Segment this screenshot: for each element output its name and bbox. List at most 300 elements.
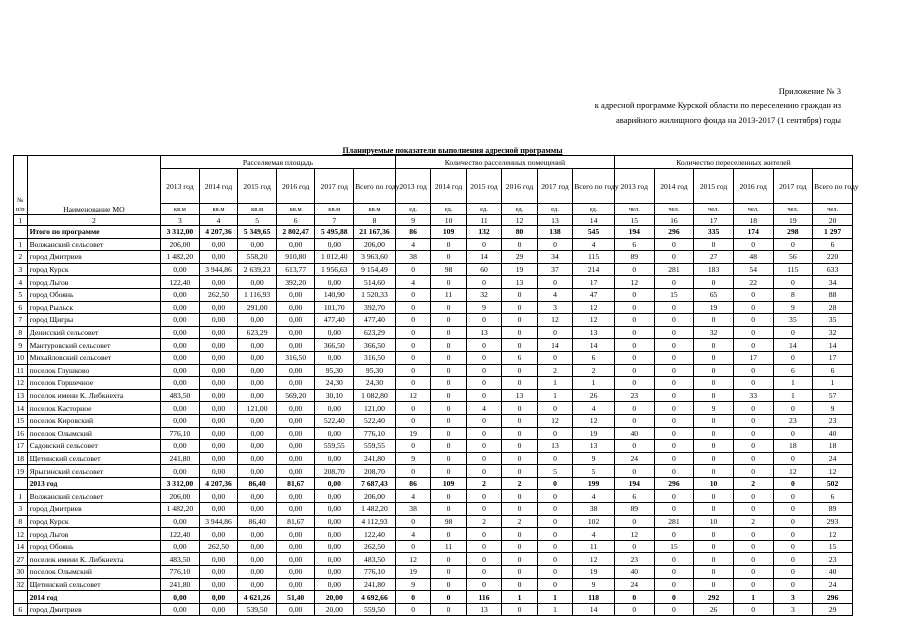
value-cell: 2 xyxy=(537,364,572,377)
value-cell: 0 xyxy=(654,314,694,327)
value-cell: 0 xyxy=(654,301,694,314)
value-cell: 38 xyxy=(573,503,615,516)
value-cell: 102 xyxy=(573,515,615,528)
value-cell: 9 xyxy=(573,578,615,591)
year-header: 2016 год xyxy=(502,169,537,204)
row-number: 13 xyxy=(14,389,28,402)
value-cell: 0 xyxy=(502,301,537,314)
value-cell: 4 621,26 xyxy=(238,591,277,604)
value-cell: 0 xyxy=(694,351,734,364)
value-cell: 2 xyxy=(733,515,773,528)
column-index: 16 xyxy=(654,215,694,226)
value-cell: 23 xyxy=(773,414,813,427)
value-cell: 13 xyxy=(466,326,501,339)
value-cell: 2 xyxy=(466,515,501,528)
value-cell: 0 xyxy=(395,603,430,616)
value-cell: 262,50 xyxy=(199,540,238,553)
unit-header: ед. xyxy=(537,204,572,215)
value-cell: 89 xyxy=(614,251,654,264)
value-cell: 0 xyxy=(733,402,773,415)
municipality-name: город Дмитриев xyxy=(27,603,161,616)
value-cell: 522,40 xyxy=(315,414,354,427)
value-cell: 0 xyxy=(614,591,654,604)
value-cell: 0,00 xyxy=(199,490,238,503)
year-header: 2014 год xyxy=(654,169,694,204)
value-cell: 24 xyxy=(813,578,853,591)
value-cell: 559,55 xyxy=(354,440,396,453)
value-cell: 208,70 xyxy=(315,465,354,478)
value-cell: 0 xyxy=(733,490,773,503)
value-cell: 241,80 xyxy=(161,578,200,591)
value-cell: 12 xyxy=(395,553,430,566)
value-cell: 0 xyxy=(502,339,537,352)
value-cell: 0,00 xyxy=(315,326,354,339)
value-cell: 0,00 xyxy=(161,377,200,390)
value-cell: 38 xyxy=(395,503,430,516)
column-index: 8 xyxy=(354,215,396,226)
value-cell: 281 xyxy=(654,515,694,528)
value-cell: 0 xyxy=(614,314,654,327)
value-cell: 0 xyxy=(431,301,466,314)
value-cell: 206,00 xyxy=(354,238,396,251)
value-cell: 0,00 xyxy=(161,263,200,276)
value-cell: 0 xyxy=(733,440,773,453)
value-cell: 86 xyxy=(395,477,430,490)
value-cell: 0,00 xyxy=(199,238,238,251)
value-cell: 0 xyxy=(694,414,734,427)
value-cell: 0,00 xyxy=(199,465,238,478)
value-cell: 0,00 xyxy=(161,540,200,553)
column-index: 10 xyxy=(431,215,466,226)
value-cell: 0 xyxy=(733,528,773,541)
column-index: 19 xyxy=(773,215,813,226)
value-cell: 1 482,20 xyxy=(354,503,396,516)
table-row xyxy=(14,465,853,478)
value-cell: 392,70 xyxy=(354,301,396,314)
value-cell: 98 xyxy=(431,515,466,528)
row-number: 8 xyxy=(14,515,28,528)
value-cell: 0 xyxy=(466,427,501,440)
value-cell: 558,20 xyxy=(238,251,277,264)
value-cell: 0 xyxy=(466,276,501,289)
value-cell: 0 xyxy=(537,553,572,566)
value-cell: 0 xyxy=(773,578,813,591)
value-cell: 5 xyxy=(573,465,615,478)
value-cell: 0 xyxy=(395,288,430,301)
value-cell: 0 xyxy=(773,402,813,415)
value-cell: 514,60 xyxy=(354,276,396,289)
value-cell: 0,00 xyxy=(238,389,277,402)
value-cell: 89 xyxy=(813,503,853,516)
value-cell: 0,00 xyxy=(315,566,354,579)
value-cell: 293 xyxy=(813,515,853,528)
value-cell: 0,00 xyxy=(315,540,354,553)
year-header: 2015 год xyxy=(466,169,501,204)
table-row xyxy=(14,377,853,390)
value-cell: 0 xyxy=(614,339,654,352)
value-cell: 0 xyxy=(733,339,773,352)
value-cell: 0 xyxy=(694,578,734,591)
value-cell: 13 xyxy=(502,389,537,402)
table-row xyxy=(14,364,853,377)
unit-header: ед. xyxy=(431,204,466,215)
row-number: 14 xyxy=(14,402,28,415)
value-cell: 0 xyxy=(654,414,694,427)
value-cell: 95,30 xyxy=(354,364,396,377)
value-cell: 0,00 xyxy=(161,314,200,327)
col-name-header: Наименование МО xyxy=(27,156,161,215)
value-cell: 0 xyxy=(733,326,773,339)
value-cell: 296 xyxy=(654,226,694,239)
value-cell: 2 639,23 xyxy=(238,263,277,276)
value-cell: 0 xyxy=(431,326,466,339)
value-cell: 4 xyxy=(395,276,430,289)
value-cell: 0 xyxy=(466,528,501,541)
value-cell: 86,40 xyxy=(238,515,277,528)
value-cell: 24,30 xyxy=(315,377,354,390)
municipality-name: поселок имени К. Либкнехта xyxy=(27,389,161,402)
value-cell: 776,10 xyxy=(161,427,200,440)
municipality-name: город Обоянь xyxy=(27,540,161,553)
table-row xyxy=(14,314,853,327)
value-cell: 0 xyxy=(395,314,430,327)
value-cell: 6 xyxy=(614,238,654,251)
unit-header: чел. xyxy=(614,204,654,215)
value-cell: 0,00 xyxy=(315,578,354,591)
value-cell: 0 xyxy=(395,591,430,604)
unit-header: ед. xyxy=(395,204,430,215)
value-cell: 241,80 xyxy=(354,452,396,465)
value-cell: 12 xyxy=(773,465,813,478)
value-cell: 21 167,36 xyxy=(354,226,396,239)
value-cell: 0,00 xyxy=(199,603,238,616)
value-cell: 0 xyxy=(431,591,466,604)
value-cell: 3 944,86 xyxy=(199,263,238,276)
value-cell: 0,00 xyxy=(161,288,200,301)
column-index: 12 xyxy=(502,215,537,226)
column-index: 13 xyxy=(537,215,572,226)
year-header: 2013 год xyxy=(161,169,200,204)
row-number: 1 xyxy=(14,238,28,251)
value-cell: 14 xyxy=(813,339,853,352)
value-cell: 17 xyxy=(813,351,853,364)
value-cell: 0,00 xyxy=(199,351,238,364)
unit-header: кв.м xyxy=(161,204,200,215)
value-cell: 3 312,00 xyxy=(161,477,200,490)
value-cell: 0 xyxy=(502,440,537,453)
value-cell: 0 xyxy=(537,540,572,553)
column-index: 11 xyxy=(466,215,501,226)
value-cell: 0 xyxy=(466,452,501,465)
value-cell: 0 xyxy=(614,288,654,301)
value-cell: 9 xyxy=(773,301,813,314)
value-cell: 0 xyxy=(654,440,694,453)
row-number: 3 xyxy=(14,503,28,516)
value-cell: 0 xyxy=(537,477,572,490)
value-cell: 296 xyxy=(654,477,694,490)
row-number: 5 xyxy=(14,288,28,301)
value-cell: 0 xyxy=(466,578,501,591)
value-cell: 1 xyxy=(773,377,813,390)
row-number: 15 xyxy=(14,414,28,427)
value-cell: 17 xyxy=(733,351,773,364)
value-cell: 0 xyxy=(502,427,537,440)
unit-header: кв.м xyxy=(354,204,396,215)
column-index: 3 xyxy=(161,215,200,226)
value-cell: 0 xyxy=(466,364,501,377)
value-cell: 0 xyxy=(502,528,537,541)
value-cell: 0 xyxy=(733,578,773,591)
value-cell: 19 xyxy=(502,263,537,276)
value-cell: 335 xyxy=(694,226,734,239)
value-cell: 0 xyxy=(466,503,501,516)
value-cell: 0 xyxy=(733,364,773,377)
municipality-name: город Льгов xyxy=(27,528,161,541)
unit-header: чел. xyxy=(694,204,734,215)
value-cell: 0 xyxy=(614,377,654,390)
value-cell: 477,40 xyxy=(354,314,396,327)
value-cell: 15 xyxy=(654,540,694,553)
year-header: Всего по году xyxy=(573,169,615,204)
value-cell: 17 xyxy=(573,276,615,289)
value-cell: 0 xyxy=(773,566,813,579)
unit-header: кв.м xyxy=(276,204,315,215)
value-cell: 116 xyxy=(466,591,501,604)
value-cell: 0 xyxy=(654,490,694,503)
value-cell: 40 xyxy=(813,566,853,579)
row-number xyxy=(14,477,28,490)
column-index: 5 xyxy=(238,215,277,226)
value-cell: 0 xyxy=(502,490,537,503)
value-cell: 0 xyxy=(614,465,654,478)
year-header: Всего по году xyxy=(354,169,396,204)
row-number xyxy=(14,591,28,604)
value-cell: 9 xyxy=(813,402,853,415)
value-cell: 27 xyxy=(694,251,734,264)
value-cell: 0 xyxy=(773,351,813,364)
value-cell: 2 xyxy=(466,477,501,490)
value-cell: 0,00 xyxy=(315,490,354,503)
value-cell: 47 xyxy=(573,288,615,301)
value-cell: 0 xyxy=(694,377,734,390)
value-cell: 220 xyxy=(813,251,853,264)
value-cell: 0,00 xyxy=(161,326,200,339)
value-cell: 522,40 xyxy=(354,414,396,427)
value-cell: 0 xyxy=(654,351,694,364)
value-cell: 0,00 xyxy=(315,503,354,516)
value-cell: 0 xyxy=(773,276,813,289)
row-number: 8 xyxy=(14,326,28,339)
value-cell: 0,00 xyxy=(238,351,277,364)
value-cell: 0 xyxy=(431,276,466,289)
value-cell: 296 xyxy=(813,591,853,604)
value-cell: 5 xyxy=(537,465,572,478)
column-index: 18 xyxy=(733,215,773,226)
municipality-name: город Курск xyxy=(27,515,161,528)
value-cell: 281 xyxy=(654,263,694,276)
year-header: 2017 год xyxy=(773,169,813,204)
value-cell: 121,00 xyxy=(238,402,277,415)
value-cell: 4 xyxy=(573,490,615,503)
value-cell: 0 xyxy=(395,414,430,427)
value-cell: 0,00 xyxy=(161,364,200,377)
municipality-name: Ярыгинский сельсовет xyxy=(27,465,161,478)
value-cell: 0,00 xyxy=(315,276,354,289)
row-number: 4 xyxy=(14,276,28,289)
year-header: 2014 год xyxy=(431,169,466,204)
municipality-name: Волжанский сельсовет xyxy=(27,238,161,251)
value-cell: 0 xyxy=(654,553,694,566)
appendix-period: аварийного жилищного фонда на 2013-2017 (1 сентября) годы xyxy=(615,115,841,125)
value-cell: 0,00 xyxy=(199,377,238,390)
value-cell: 1 xyxy=(502,591,537,604)
value-cell: 0 xyxy=(694,528,734,541)
value-cell: 0,00 xyxy=(161,465,200,478)
value-cell: 38 xyxy=(395,251,430,264)
value-cell: 0,00 xyxy=(238,528,277,541)
value-cell: 0 xyxy=(654,389,694,402)
table-row xyxy=(14,238,853,251)
value-cell: 1 xyxy=(537,377,572,390)
value-cell: 14 xyxy=(537,339,572,352)
row-number: 2 xyxy=(14,251,28,264)
value-cell: 23 xyxy=(813,553,853,566)
value-cell: 12 xyxy=(813,528,853,541)
value-cell: 0 xyxy=(502,566,537,579)
unit-header: чел. xyxy=(733,204,773,215)
value-cell: 0,00 xyxy=(276,553,315,566)
municipality-name: Денисский сельсовет xyxy=(27,326,161,339)
row-number: 17 xyxy=(14,440,28,453)
unit-header: чел. xyxy=(813,204,853,215)
value-cell: 776,10 xyxy=(354,427,396,440)
value-cell: 40 xyxy=(813,427,853,440)
value-cell: 0,00 xyxy=(315,238,354,251)
value-cell: 0 xyxy=(733,238,773,251)
appendix-subtitle: к адресной программе Курской области по переселению граждан из xyxy=(594,100,841,110)
value-cell: 0 xyxy=(502,414,537,427)
value-cell: 0 xyxy=(537,276,572,289)
value-cell: 0 xyxy=(773,540,813,553)
value-cell: 0 xyxy=(395,440,430,453)
value-cell: 0 xyxy=(502,238,537,251)
value-cell: 0,00 xyxy=(161,402,200,415)
value-cell: 0 xyxy=(537,528,572,541)
value-cell: 0,00 xyxy=(161,515,200,528)
value-cell: 0 xyxy=(654,465,694,478)
value-cell: 0 xyxy=(466,465,501,478)
value-cell: 3 xyxy=(537,301,572,314)
row-number: 14 xyxy=(14,540,28,553)
municipality-name: поселок Глушково xyxy=(27,364,161,377)
value-cell: 0,00 xyxy=(315,515,354,528)
value-cell: 6 xyxy=(813,238,853,251)
value-cell: 0 xyxy=(502,603,537,616)
value-cell: 0 xyxy=(431,377,466,390)
value-cell: 0 xyxy=(694,238,734,251)
appendix-number: Приложение № 3 xyxy=(778,86,841,96)
value-cell: 291,00 xyxy=(238,301,277,314)
table-row xyxy=(14,477,853,490)
value-cell: 262,50 xyxy=(199,288,238,301)
value-cell: 4 xyxy=(395,490,430,503)
column-index: 9 xyxy=(395,215,430,226)
value-cell: 1 482,20 xyxy=(161,503,200,516)
municipality-name: Мантуровский сельсовет xyxy=(27,339,161,352)
value-cell: 51,40 xyxy=(276,591,315,604)
group-residents-header: Количество переселенных жителей xyxy=(614,156,852,169)
value-cell: 0,00 xyxy=(199,591,238,604)
value-cell: 206,00 xyxy=(161,490,200,503)
value-cell: 0,00 xyxy=(238,238,277,251)
value-cell: 13 xyxy=(573,326,615,339)
table-row xyxy=(14,427,853,440)
value-cell: 0 xyxy=(773,326,813,339)
value-cell: 0 xyxy=(502,288,537,301)
value-cell: 6 xyxy=(614,490,654,503)
value-cell: 0 xyxy=(614,263,654,276)
unit-header: кв.м xyxy=(315,204,354,215)
value-cell: 9 xyxy=(466,301,501,314)
value-cell: 0 xyxy=(694,452,734,465)
value-cell: 214 xyxy=(573,263,615,276)
value-cell: 138 xyxy=(537,226,572,239)
value-cell: 0,00 xyxy=(238,553,277,566)
value-cell: 3 xyxy=(773,603,813,616)
table-row xyxy=(14,503,853,516)
value-cell: 0 xyxy=(431,251,466,264)
value-cell: 0 xyxy=(654,326,694,339)
value-cell: 0,00 xyxy=(238,339,277,352)
value-cell: 0,00 xyxy=(238,440,277,453)
value-cell: 0 xyxy=(431,603,466,616)
value-cell: 0 xyxy=(502,540,537,553)
value-cell: 60 xyxy=(466,263,501,276)
row-number xyxy=(14,226,28,239)
row-number: 12 xyxy=(14,528,28,541)
value-cell: 122,40 xyxy=(354,528,396,541)
table-row xyxy=(14,414,853,427)
row-number: 32 xyxy=(14,578,28,591)
value-cell: 0,00 xyxy=(238,364,277,377)
value-cell: 0,00 xyxy=(315,553,354,566)
value-cell: 0,00 xyxy=(276,288,315,301)
value-cell: 19 xyxy=(573,427,615,440)
value-cell: 0 xyxy=(614,351,654,364)
value-cell: 9 xyxy=(573,452,615,465)
value-cell: 0 xyxy=(431,553,466,566)
value-cell: 19 xyxy=(395,566,430,579)
value-cell: 0,00 xyxy=(161,351,200,364)
value-cell: 0,00 xyxy=(238,377,277,390)
value-cell: 0,00 xyxy=(276,528,315,541)
column-index: 4 xyxy=(199,215,238,226)
value-cell: 6 xyxy=(813,490,853,503)
value-cell: 13 xyxy=(466,603,501,616)
value-cell: 483,50 xyxy=(161,389,200,402)
value-cell: 0 xyxy=(694,465,734,478)
value-cell: 0 xyxy=(733,314,773,327)
value-cell: 0 xyxy=(537,490,572,503)
table-row xyxy=(14,251,853,264)
value-cell: 0 xyxy=(654,591,694,604)
value-cell: 0 xyxy=(773,515,813,528)
value-cell: 0 xyxy=(466,414,501,427)
value-cell: 0,00 xyxy=(276,566,315,579)
value-cell: 0 xyxy=(466,314,501,327)
value-cell: 0 xyxy=(694,427,734,440)
value-cell: 4 xyxy=(395,528,430,541)
